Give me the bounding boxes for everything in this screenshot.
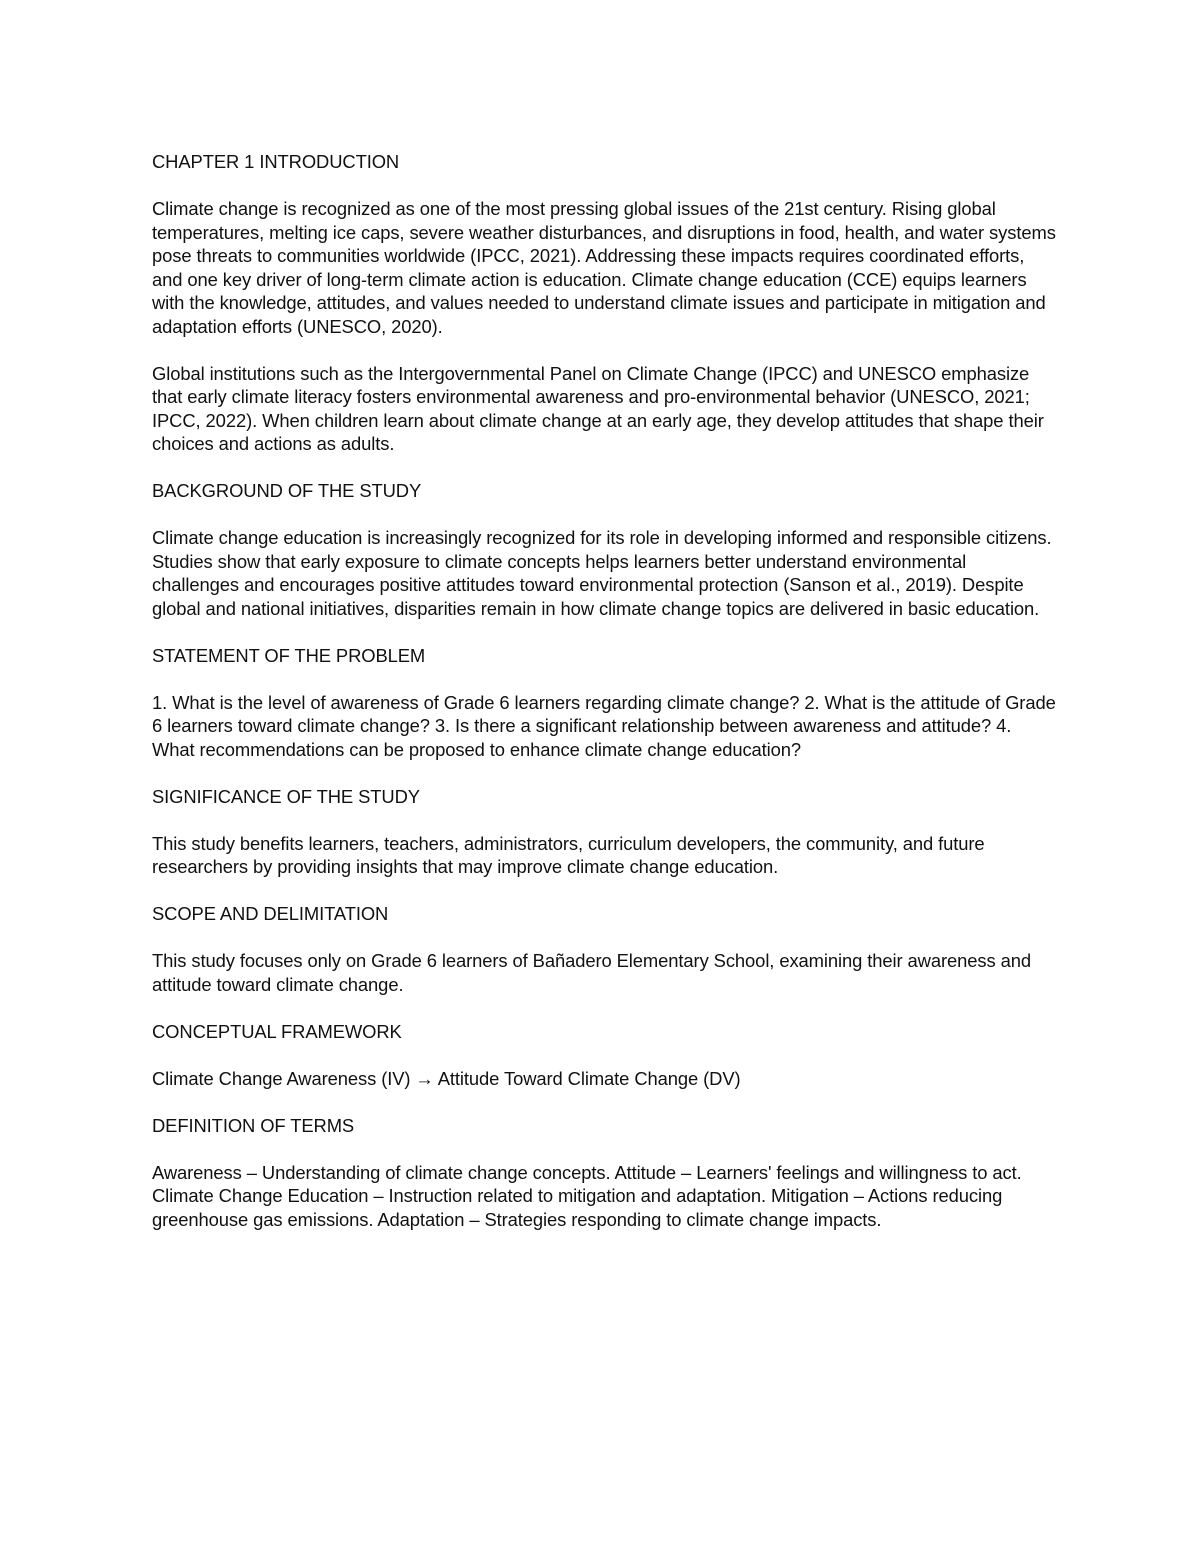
chapter-title: CHAPTER 1 INTRODUCTION bbox=[152, 151, 400, 172]
intro-paragraph: Climate change is recognized as one of the most pressing global issues of the 21st century. Rising global temperatures, melting ice caps, severe weather disturbances, and disruptions in food, health, and water systems pose threats to communities worldwide (IPCC, 2021). Addressing these impacts requires coordinated efforts, and one key driver of long-term climate action is education. Climate change education (CCE) equips learners with the knowledge, attitudes, and values needed to understand climate issues and participate in mitigation and adaptation efforts (UNESCO, 2020). bbox=[152, 198, 1056, 337]
section-heading-significance: SIGNIFICANCE OF THE STUDY bbox=[152, 785, 420, 807]
section-heading-definitions: DEFINITION OF TERMS bbox=[152, 1114, 355, 1136]
section-body-significance: This study benefits learners, teachers, administrators, curriculum developers, the community, and future researchers by providing insights that may improve climate change education. bbox=[152, 832, 985, 877]
section-body-definitions: Awareness – Understanding of climate change concepts. Attitude – Learners' feelings and willingness to act. Climate Change Education – Instruction related to mitigation and adaptation. Mitigation – Actions reducing greenhouse gas emissions. Adaptation – Strategies responding to climate change impacts. bbox=[152, 1161, 1022, 1230]
section-body-framework: Climate Change Awareness (IV) → Attitude Toward Climate Change (DV) bbox=[152, 1067, 741, 1089]
section-heading-framework: CONCEPTUAL FRAMEWORK bbox=[152, 1020, 402, 1042]
document-body bbox=[152, 150, 1057, 1231]
section-heading-background: BACKGROUND OF THE STUDY bbox=[152, 480, 422, 501]
intro-paragraph: Global institutions such as the Intergovernmental Panel on Climate Change (IPCC) and UNESCO emphasize that early climate literacy fosters environmental awareness and pro-environmental behavior (UNESCO, 2021; IPCC, 2022). When children learn about climate change at an early age, they develop attitudes that shape their choices and actions as adults. bbox=[152, 362, 1044, 454]
section-body-problem: 1. What is the level of awareness of Grade 6 learners regarding climate change? 2. What is the attitude of Grade 6 learners toward climate change? 3. Is there a significant relationship between awareness and attitude? 4. What recommendations can be proposed to enhance climate change education? bbox=[152, 691, 1056, 760]
section-body-scope: This study focuses only on Grade 6 learners of Bañadero Elementary School, examining their awareness and attitude toward climate change. bbox=[152, 950, 1031, 995]
section-body-background: Climate change education is increasingly recognized for its role in developing informed and responsible citizens. Studies show that early exposure to climate concepts helps learners better understand environmental challenges and encourages positive attitudes toward environmental protection (Sanson et al., 2019). Despite global and national initiatives, disparities remain in how climate change topics are delivered in basic education. bbox=[152, 527, 1052, 619]
section-heading-scope: SCOPE AND DELIMITATION bbox=[152, 903, 389, 924]
section-heading-problem: STATEMENT OF THE PROBLEM bbox=[152, 644, 426, 666]
